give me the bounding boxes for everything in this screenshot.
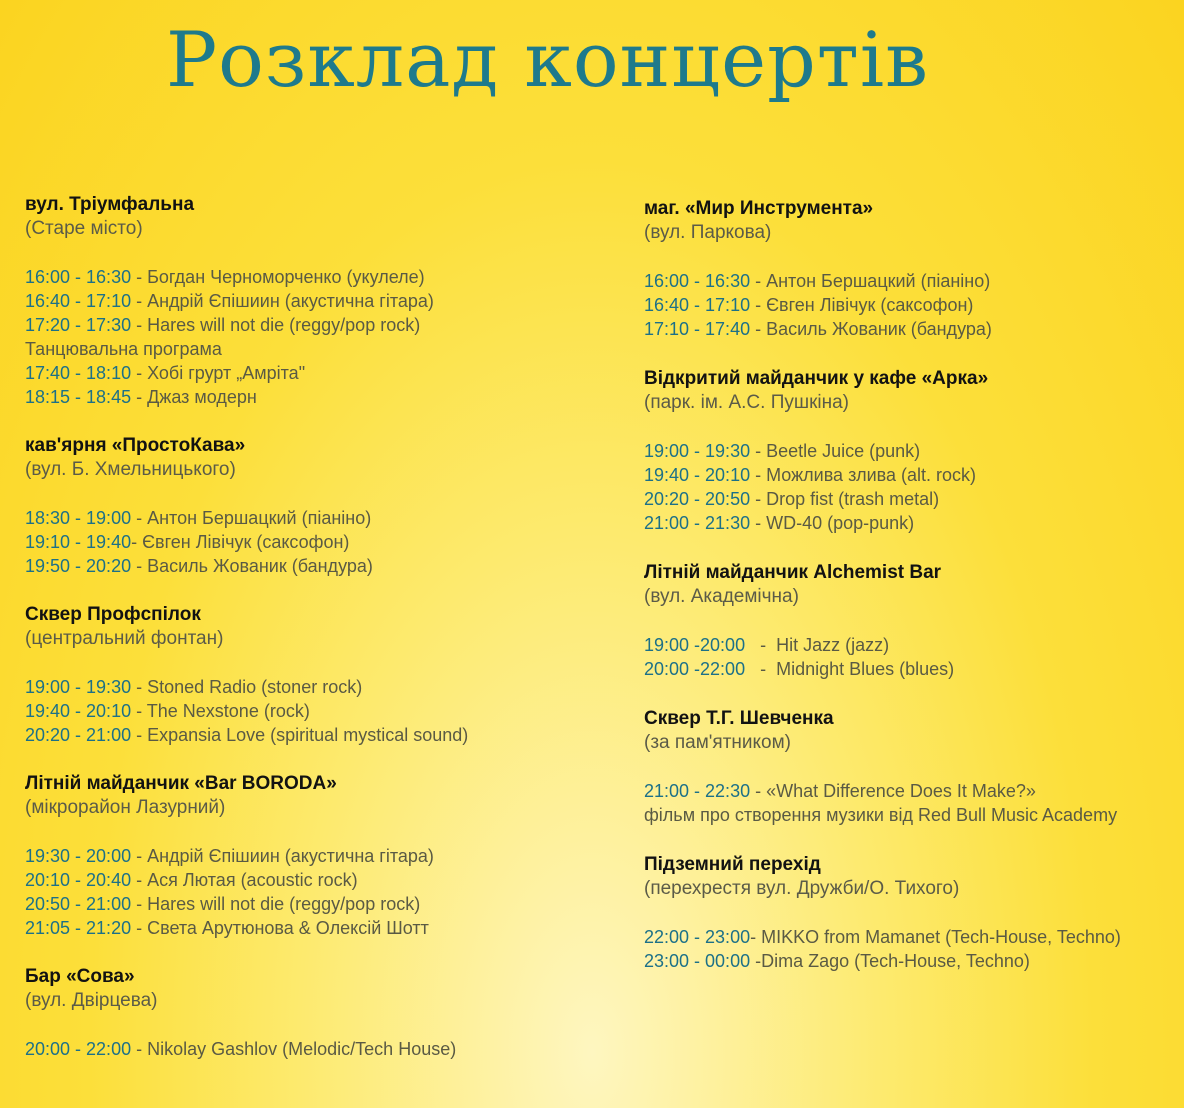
slot-time: 16:00 - 16:30	[644, 271, 751, 291]
slot-separator: -	[750, 781, 767, 801]
schedule-row	[25, 265, 605, 289]
slot-separator: -	[750, 513, 767, 533]
venue-block	[644, 197, 1179, 341]
slot-act: The Nexstone (rock)	[146, 701, 310, 721]
slot-separator: -	[131, 1039, 148, 1059]
schedule-row	[644, 633, 1179, 657]
slot-time: 18:15 - 18:45	[25, 387, 132, 407]
venue-block	[25, 193, 605, 409]
slot-separator: -	[131, 701, 147, 721]
venue-name: Відкритий майданчик у кафе «Арка»	[644, 368, 989, 389]
schedule-list	[25, 844, 605, 940]
slot-separator: -	[131, 532, 143, 552]
slot-act: Stoned Radio (stoner rock)	[147, 677, 363, 697]
schedule-row	[25, 892, 605, 916]
schedule-list	[644, 269, 1179, 341]
schedule-list	[644, 779, 1179, 827]
slot-act: Света Арутюнова & Олексій Шотт	[147, 918, 429, 938]
slot-time: 22:00 - 23:00	[644, 927, 751, 947]
schedule-row	[644, 439, 1179, 463]
venue-location: (вул. Паркова)	[644, 222, 772, 243]
venue-location: (вул. Академічна)	[644, 586, 799, 607]
slot-act: WD-40 (pop-punk)	[766, 513, 915, 533]
slot-act: Андрій Єпішиин (акустична гітара)	[147, 846, 434, 866]
slot-time: 21:05 - 21:20	[25, 918, 132, 938]
venue-location: (вул. Двірцева)	[25, 990, 158, 1011]
venue-location: (перехрестя вул. Дружби/О. Тихого)	[644, 878, 960, 899]
slot-time: 20:00 -22:00	[644, 659, 746, 679]
slot-act: Можлива злива (alt. rock)	[766, 465, 977, 485]
slot-act: Василь Жованик (бандура)	[147, 556, 373, 576]
schedule-list	[25, 265, 605, 409]
schedule-row	[25, 554, 605, 578]
slot-time: 17:40 - 18:10	[25, 363, 132, 383]
venue-name: кав'ярня «ПростоКава»	[25, 435, 246, 456]
slot-time: 19:50 - 20:20	[25, 556, 132, 576]
slot-separator: -	[745, 659, 777, 679]
schedule-list	[25, 506, 605, 578]
slot-act: Джаз модерн	[147, 387, 257, 407]
schedule-row	[25, 530, 605, 554]
slot-time: 21:00 - 21:30	[644, 513, 751, 533]
slot-separator: -	[131, 918, 148, 938]
slot-time: 16:40 - 17:10	[644, 295, 751, 315]
slot-time: 17:20 - 17:30	[25, 315, 132, 335]
slot-time: 20:20 - 20:50	[644, 489, 751, 509]
venue-name: Літній майданчик «Bar BORODA»	[25, 773, 337, 794]
slot-separator: -	[750, 295, 767, 315]
slot-separator: -	[131, 894, 148, 914]
slot-act: Hares will not die (reggy/pop rock)	[147, 315, 421, 335]
slot-separator: -	[131, 725, 148, 745]
venue-block	[644, 853, 1179, 973]
slot-time: 19:10 - 19:40	[25, 532, 132, 552]
venue-block	[25, 965, 605, 1061]
venue-location: (за пам'ятником)	[644, 732, 792, 753]
schedule-list	[25, 1037, 605, 1061]
schedule-row	[25, 699, 605, 723]
slot-separator: -	[750, 319, 767, 339]
slot-act: Василь Жованик (бандура)	[766, 319, 992, 339]
slot-time: 20:50 - 21:00	[25, 894, 132, 914]
schedule-list	[644, 439, 1179, 535]
slot-time: 19:30 - 20:00	[25, 846, 132, 866]
slot-time: 18:30 - 19:00	[25, 508, 132, 528]
schedule-row	[644, 779, 1179, 827]
slot-time: 16:00 - 16:30	[25, 267, 132, 287]
schedule-list	[644, 925, 1179, 973]
schedule-row	[25, 361, 605, 385]
slot-separator: -	[750, 465, 767, 485]
schedule-row	[25, 385, 605, 409]
slot-time: 19:00 -20:00	[644, 635, 746, 655]
right-column	[644, 197, 1179, 999]
slot-time: 20:00 - 22:00	[25, 1039, 132, 1059]
slot-act: Євген Лівічук (саксофон)	[142, 532, 350, 552]
schedule-row	[644, 949, 1179, 973]
slot-time: 20:10 - 20:40	[25, 870, 132, 890]
schedule-row	[25, 1037, 605, 1061]
schedule-row	[25, 313, 605, 361]
slot-act: MIKKO from Mamanet (Tech-House, Techno)	[761, 927, 1121, 947]
schedule-row	[644, 657, 1179, 681]
slot-separator: -	[131, 363, 148, 383]
schedule-row	[25, 289, 605, 313]
venue-name: Літній майданчик Alchemist Bar	[644, 562, 942, 583]
slot-time: 19:40 - 20:10	[644, 465, 751, 485]
slot-separator: -	[131, 556, 148, 576]
schedule-row	[25, 506, 605, 530]
slot-time: 21:00 - 22:30	[644, 781, 751, 801]
venue-location: (парк. ім. А.С. Пушкіна)	[644, 392, 850, 413]
slot-time: 19:00 - 19:30	[25, 677, 132, 697]
slot-note: Танцювальна програма	[25, 339, 222, 359]
venue-block	[644, 367, 1179, 535]
slot-time: 19:40 - 20:10	[25, 701, 132, 721]
slot-note: фільм про створення музики від Red Bull Music Academy	[644, 805, 1118, 825]
schedule-list	[25, 675, 605, 747]
venue-location: (мікрорайон Лазурний)	[25, 797, 226, 818]
slot-act: Hares will not die (reggy/pop rock)	[147, 894, 421, 914]
schedule-row	[644, 293, 1179, 317]
venue-location: (центральний фонтан)	[25, 628, 224, 649]
schedule-row	[644, 925, 1179, 949]
slot-separator: -	[750, 271, 767, 291]
slot-act: Nikolay Gashlov (Melodic/Tech House)	[147, 1039, 457, 1059]
slot-time: 19:00 - 19:30	[644, 441, 751, 461]
venue-name: Сквер Т.Г. Шевченка	[644, 708, 834, 729]
slot-act: Expansia Love (spiritual mystical sound)	[147, 725, 469, 745]
slot-act: Антон Бершацкий (піаніно)	[147, 508, 372, 528]
venue-block	[25, 434, 605, 578]
slot-act: Midnight Blues (blues)	[776, 659, 955, 679]
venue-name: Сквер Профспілок	[25, 604, 201, 625]
slot-separator: -	[131, 508, 148, 528]
venue-block	[25, 772, 605, 940]
slot-separator: -	[131, 870, 148, 890]
slot-time: 23:00 - 00:00	[644, 951, 751, 971]
slot-act: Dima Zago (Tech-House, Techno)	[761, 951, 1030, 971]
slot-separator: -	[750, 441, 767, 461]
venue-location: (вул. Б. Хмельницького)	[25, 459, 236, 480]
schedule-row	[644, 511, 1179, 535]
slot-act: Drop fist (trash metal)	[766, 489, 940, 509]
schedule-row	[25, 844, 605, 868]
slot-act: Антон Бершацкий (піаніно)	[766, 271, 991, 291]
slot-separator: -	[745, 635, 777, 655]
slot-act: Beetle Juice (punk)	[766, 441, 921, 461]
slot-separator: -	[131, 267, 148, 287]
venue-name: Бар «Сова»	[25, 966, 135, 987]
slot-separator: -	[131, 846, 148, 866]
slot-time: 20:20 - 21:00	[25, 725, 132, 745]
venue-block	[644, 707, 1179, 827]
schedule-row	[25, 723, 605, 747]
page-title: Розклад концертів	[166, 15, 929, 104]
schedule-row	[25, 675, 605, 699]
schedule-row	[644, 269, 1179, 293]
slot-act: Ася Лютая (acoustic rock)	[147, 870, 358, 890]
slot-act: Hit Jazz (jazz)	[776, 635, 890, 655]
venue-block	[25, 603, 605, 747]
schedule-row	[644, 487, 1179, 511]
slot-act: «What Difference Does It Make?»	[766, 781, 1036, 801]
slot-separator: -	[131, 315, 148, 335]
slot-act: Богдан Черноморченко (укулеле)	[147, 267, 425, 287]
venue-block	[644, 561, 1179, 681]
schedule-row	[25, 916, 605, 940]
schedule-list	[644, 633, 1179, 681]
slot-time: 17:10 - 17:40	[644, 319, 751, 339]
schedule-row	[25, 868, 605, 892]
slot-separator: -	[131, 291, 148, 311]
venue-name: маг. «Мир Инструмента»	[644, 198, 874, 219]
schedule-row	[644, 317, 1179, 341]
slot-separator: -	[750, 951, 762, 971]
slot-act: Хобі грурт „Амріта"	[147, 363, 306, 383]
slot-act: Андрій Єпішиин (акустична гітара)	[147, 291, 434, 311]
slot-separator: -	[750, 489, 767, 509]
slot-separator: -	[131, 387, 148, 407]
slot-time: 16:40 - 17:10	[25, 291, 132, 311]
slot-separator: -	[750, 927, 762, 947]
slot-act: Євген Лівічук (саксофон)	[766, 295, 974, 315]
left-column	[25, 193, 605, 1086]
schedule-row	[644, 463, 1179, 487]
venue-name: Підземний перехід	[644, 854, 821, 875]
slot-separator: -	[131, 677, 148, 697]
venue-name: вул. Тріумфальна	[25, 194, 195, 215]
venue-location: (Старе місто)	[25, 218, 143, 239]
